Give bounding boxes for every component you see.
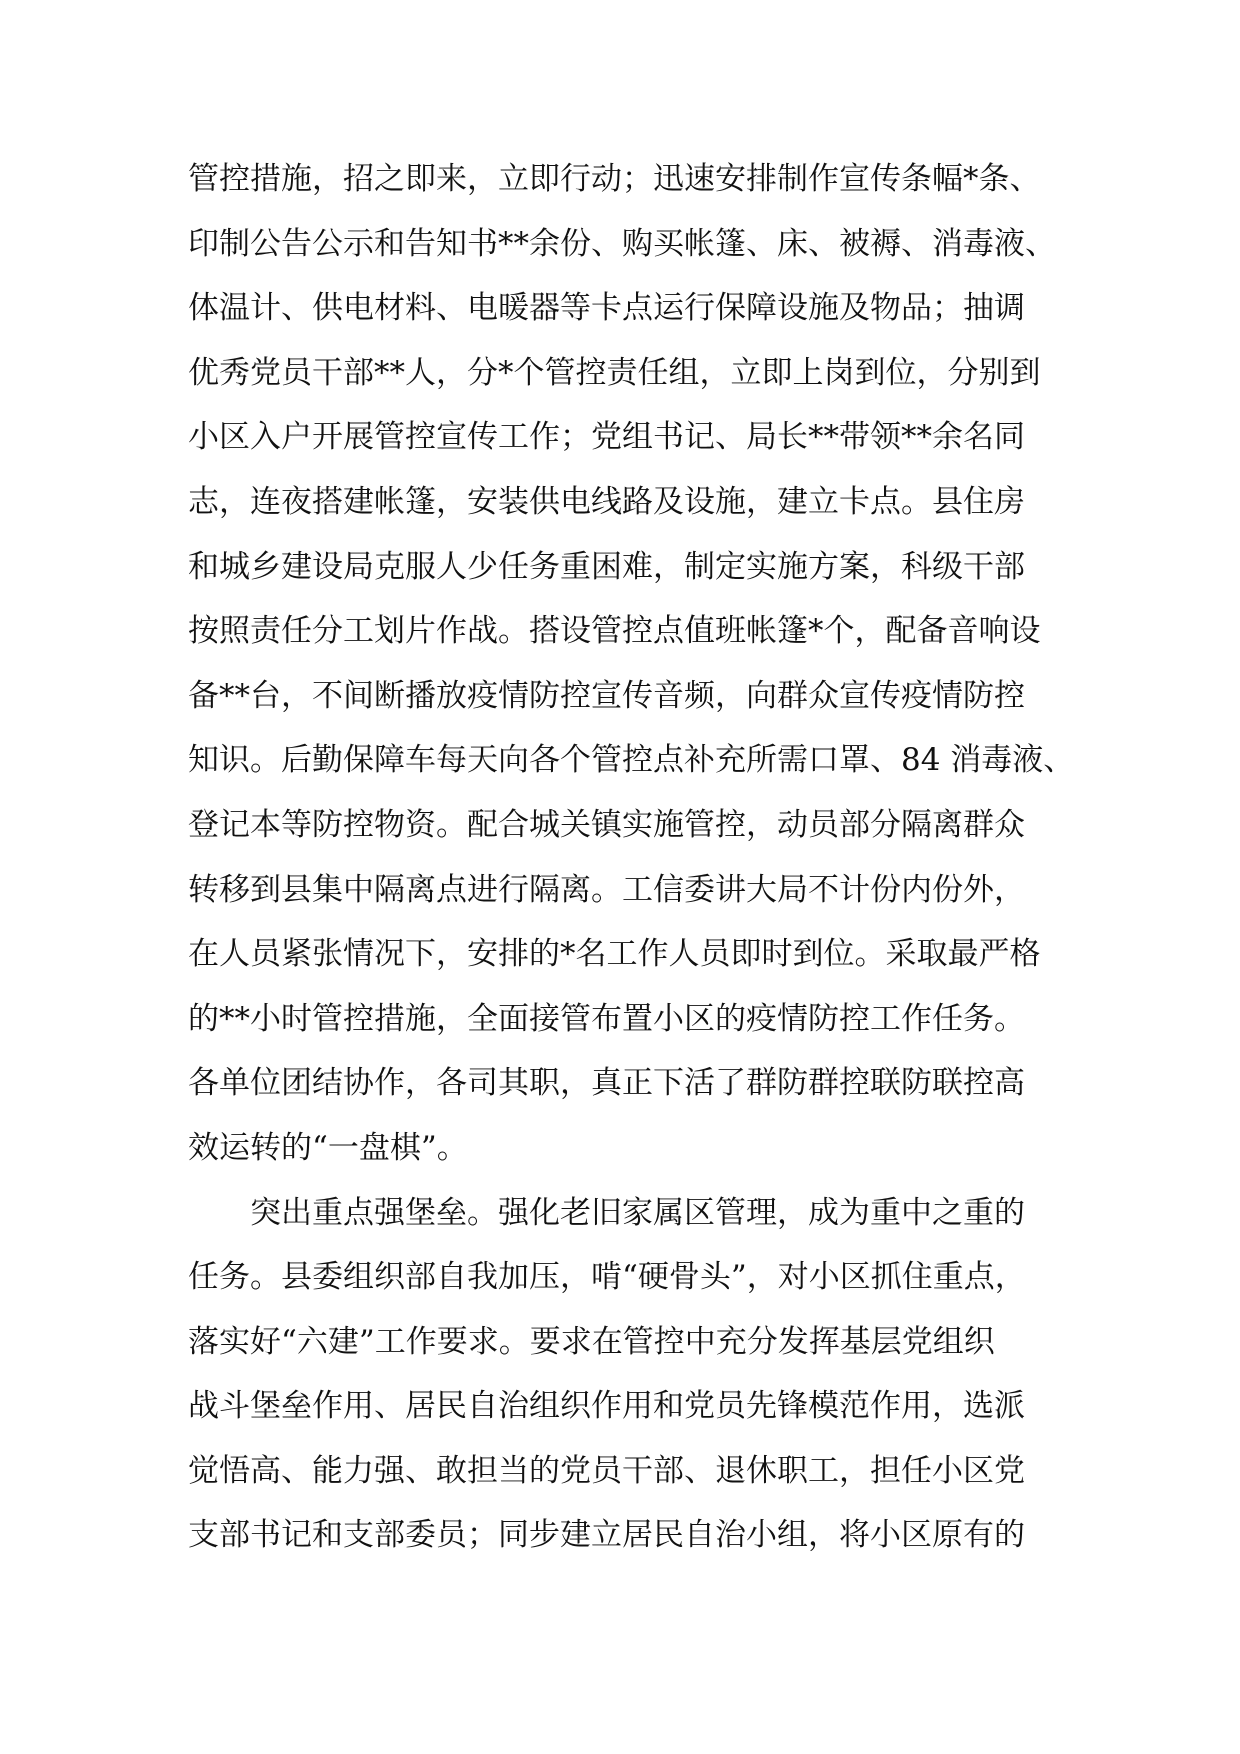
text-line: 登记本等防控物资。配合城关镇实施管控，动员部分隔离群众 (188, 806, 1025, 843)
text-line: 突出重点强堡垒。强化老旧家属区管理，成为重中之重的 (250, 1194, 1025, 1231)
text-line: 知识。后勤保障车每天向各个管控点补充所需口罩、84 消毒液、 (188, 742, 1075, 779)
text-line: 战斗堡垒作用、居民自治组织作用和党员先锋模范作用，选派 (188, 1388, 1025, 1425)
paragraph-2 (188, 1181, 1088, 1569)
text-line: 优秀党员干部**人，分*个管控责任组，立即上岗到位，分别到 (188, 354, 1041, 391)
body-text (188, 147, 1088, 1568)
text-line: 管控措施，招之即来，立即行动；迅速安排制作宣传条幅*条、 (188, 161, 1041, 197)
text-line: 备**台，不间断播放疫情防控宣传音频，向群众宣传疫情防控 (188, 677, 1025, 714)
text-line: 任务。县委组织部自我加压，啃“硬骨头”，对小区抓住重点， (188, 1259, 1026, 1296)
text-line: 和城乡建设局克服人少任务重困难，制定实施方案，科级干部 (188, 548, 1025, 585)
text-line: 各单位团结协作，各司其职，真正下活了群防群控联防联控高 (188, 1065, 1025, 1102)
text-line: 志，连夜搭建帐篷，安装供电线路及设施，建立卡点。县住房 (188, 483, 1025, 520)
paragraph-1 (188, 147, 1088, 1181)
text-line: 的**小时管控措施，全面接管布置小区的疫情防控工作任务。 (188, 1000, 1025, 1037)
text-line: 在人员紧张情况下，安排的*名工作人员即时到位。采取最严格 (188, 936, 1041, 973)
text-line: 觉悟高、能力强、敢担当的党员干部、退休职工，担任小区党 (188, 1452, 1025, 1489)
text-line: 转移到县集中隔离点进行隔离。工信委讲大局不计份内份外， (188, 871, 1025, 908)
text-line: 小区入户开展管控宣传工作；党组书记、局长**带领**余名同 (188, 419, 1025, 456)
text-line: 按照责任分工划片作战。搭设管控点值班帐篷*个，配备音响设 (188, 613, 1041, 650)
text-line: 效运转的“一盘棋”。 (188, 1129, 468, 1166)
text-line: 落实好“六建”工作要求。要求在管控中充分发挥基层党组织 (188, 1323, 995, 1360)
text-line: 印制公告公示和告知书**余份、购买帐篷、床、被褥、消毒液、 (188, 225, 1056, 262)
text-line: 体温计、供电材料、电暖器等卡点运行保障设施及物品；抽调 (188, 290, 1025, 327)
text-line: 支部书记和支部委员；同步建立居民自治小组，将小区原有的 (188, 1517, 1025, 1554)
